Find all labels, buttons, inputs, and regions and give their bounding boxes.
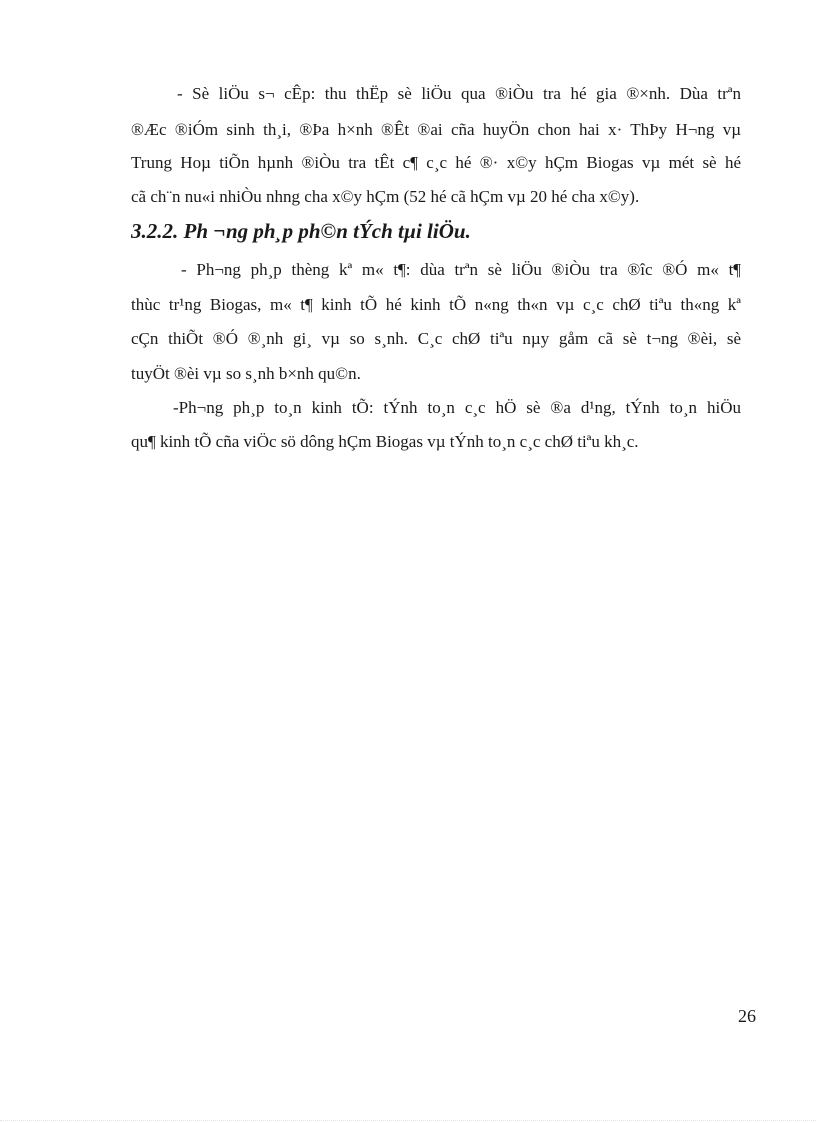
text-line: cã ch¨n nu«i nhiÒu nhng cha x©y hÇm (52 hé cã hÇm vµ 20 hé cha x©y).: [131, 187, 640, 206]
text-line: - Ph¬ng ph¸p thèng kª m« t¶: dùa trªn sè liÖu ®iÒu tra ®îc ®Ó m« t¶: [181, 260, 741, 279]
text-line: - Sè liÖu s¬ cÊp: thu thËp sè liÖu qua ®iÒu tra hé gia ®×nh. Dùa trªn: [177, 84, 741, 103]
text-line: -Ph¬ng ph¸p to¸n kinh tÕ: tÝnh to¸n c¸c hÖ sè ®a d¹ng, tÝnh to¸n hiÖu: [173, 398, 741, 417]
section-heading: 3.2.2. Ph ¬ng ph¸p ph©n tÝch tµi liÖu.: [131, 219, 471, 243]
text-line: cÇn thiÕt ®Ó ®¸nh gi¸ vµ so s¸nh. C¸c chØ tiªu nµy gåm cã sè t¬ng ®èi, sè: [131, 329, 741, 348]
text-line: tuyÖt ®èi vµ so s¸nh b×nh qu©n.: [131, 364, 361, 383]
text-line: Trung Hoµ tiÕn hµnh ®iÒu tra tÊt c¶ c¸c hé ®· x©y hÇm Biogas vµ mét sè hé: [131, 153, 741, 172]
text-line: qu¶ kinh tÕ cña viÖc sö dông hÇm Biogas vµ tÝnh to¸n c¸c chØ tiªu kh¸c.: [131, 432, 639, 451]
page-number: 26: [738, 1006, 756, 1026]
text-line: thùc tr¹ng Biogas, m« t¶ kinh tÕ hé kinh tÕ n«ng th«n vµ c¸c chØ tiªu th«ng kª: [131, 295, 741, 314]
text-line: ®Æc ®iÓm sinh th¸i, ®Þa h×nh ®Êt ®ai cña huyÖn chon hai x· ThÞy H¬ng vµ: [131, 120, 741, 139]
page-bottom-divider: [0, 1120, 816, 1121]
